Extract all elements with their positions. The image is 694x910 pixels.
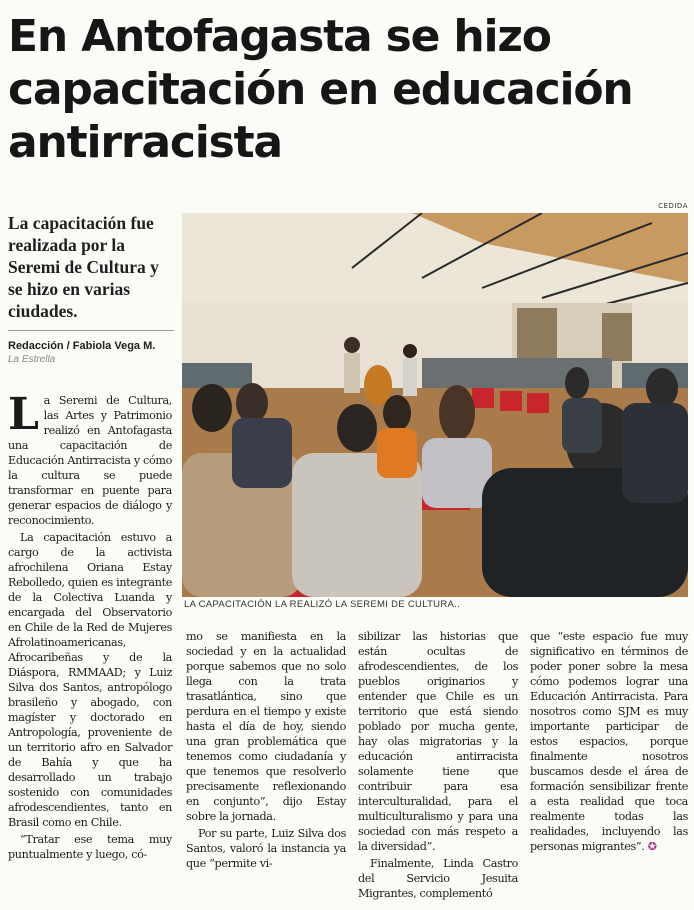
byline-author: Redacción / Fabiola Vega M. xyxy=(8,340,156,352)
article-column-1 xyxy=(8,389,172,864)
byline xyxy=(8,340,174,366)
article-paragraph: mo se manifiesta en la sociedad y en la actualidad porque sabemos que no solo llega con la trata trasatlántica, sino que perdura en el tiempo y existe hasta el día de hoy, siendo una gran problemática que tenemos como ciudadanía y que tenemos que resolverlo precisamente reflexionando en conjunto”, dijo Estay sobre la jornada. xyxy=(186,630,346,823)
article-paragraph: “Tratar ese tema muy puntualmente y luego, có- xyxy=(8,833,172,861)
deck-summary: La capacitación fue realizada por la Seremi de Cultura y se hizo en varias ciudades. xyxy=(8,213,159,321)
article-column-3 xyxy=(358,629,518,903)
drop-cap: L xyxy=(8,389,39,440)
paragraph-text: que “este espacio fue muy significativo en términos de poder poner sobre la mesa cómo podemos lograr una Educación Antirracista. Para nosotros como SJM es muy importante participar de estos espacios, porque finalmente nosotros buscamos desde el área de formación sensibilizar frente a esta realidad que toca realmente todas las realidades, incluyendo las personas migrantes”. xyxy=(530,630,688,853)
article-photo xyxy=(182,213,688,597)
training-session-photo xyxy=(182,213,688,597)
end-mark-icon: ✪ xyxy=(647,840,657,853)
photo-caption: LA CAPACITACIÓN LA REALIZÓ LA SEREMI DE CULTURA.. xyxy=(184,599,461,610)
article-column-4 xyxy=(530,629,688,856)
article-paragraph xyxy=(530,629,688,854)
article-paragraph xyxy=(8,389,172,528)
article-paragraph: Finalmente, Linda Castro del Servicio Jesuita Migrantes, complementó xyxy=(358,857,518,900)
article-paragraph: La capacitación estuvo a cargo de la activista afrochilena Oriana Estay Rebolledo, quien es integrante de la Colectiva Luanda y encargada del Observatorio en Chile de la Red de Mujeres Afrolatinoamericanas, Afrocaribeñas y de la Diáspora, RMMAAD; y Luiz Silva dos Santos, antropólogo brasileño y abogado, con magíster y doctorado en Antropología, proveniente de un territorio afro en Salvador de Bahía y que ha desarrollado un trabajo sostenido con comunidades afrodescendientes, tanto en Brasil como en Chile. xyxy=(8,531,172,829)
headline: En Antofagasta se hizo capacitación en educación antirracista xyxy=(8,11,633,168)
byline-outlet: La Estrella xyxy=(8,354,56,365)
article-paragraph: Por su parte, Luiz Silva dos Santos, valoró la instancia ya que “permite vi- xyxy=(186,827,346,870)
deck-divider xyxy=(8,330,174,331)
paragraph-text: a Seremi de Cultura, las Artes y Patrimonio realizó en Antofagasta una capacitación de Educación Antirracista y cómo la cultura se puede transformar en puente para generar espacios de diálogo y reconocimiento. xyxy=(8,394,172,527)
article-column-2 xyxy=(186,629,346,873)
photo-credit: CEDIDA xyxy=(658,202,688,210)
article-paragraph: sibilizar las historias que están ocultas de afrodescendientes, de los pueblos originarios y entender que Chile es un territorio que está siendo poblado por mucha gente, hay olas migratorias y la educación antirracista solamente tiene que contribuir para esa interculturalidad, para el multiculturalismo y para una sociedad con más respeto a la diversidad”. xyxy=(358,630,518,853)
